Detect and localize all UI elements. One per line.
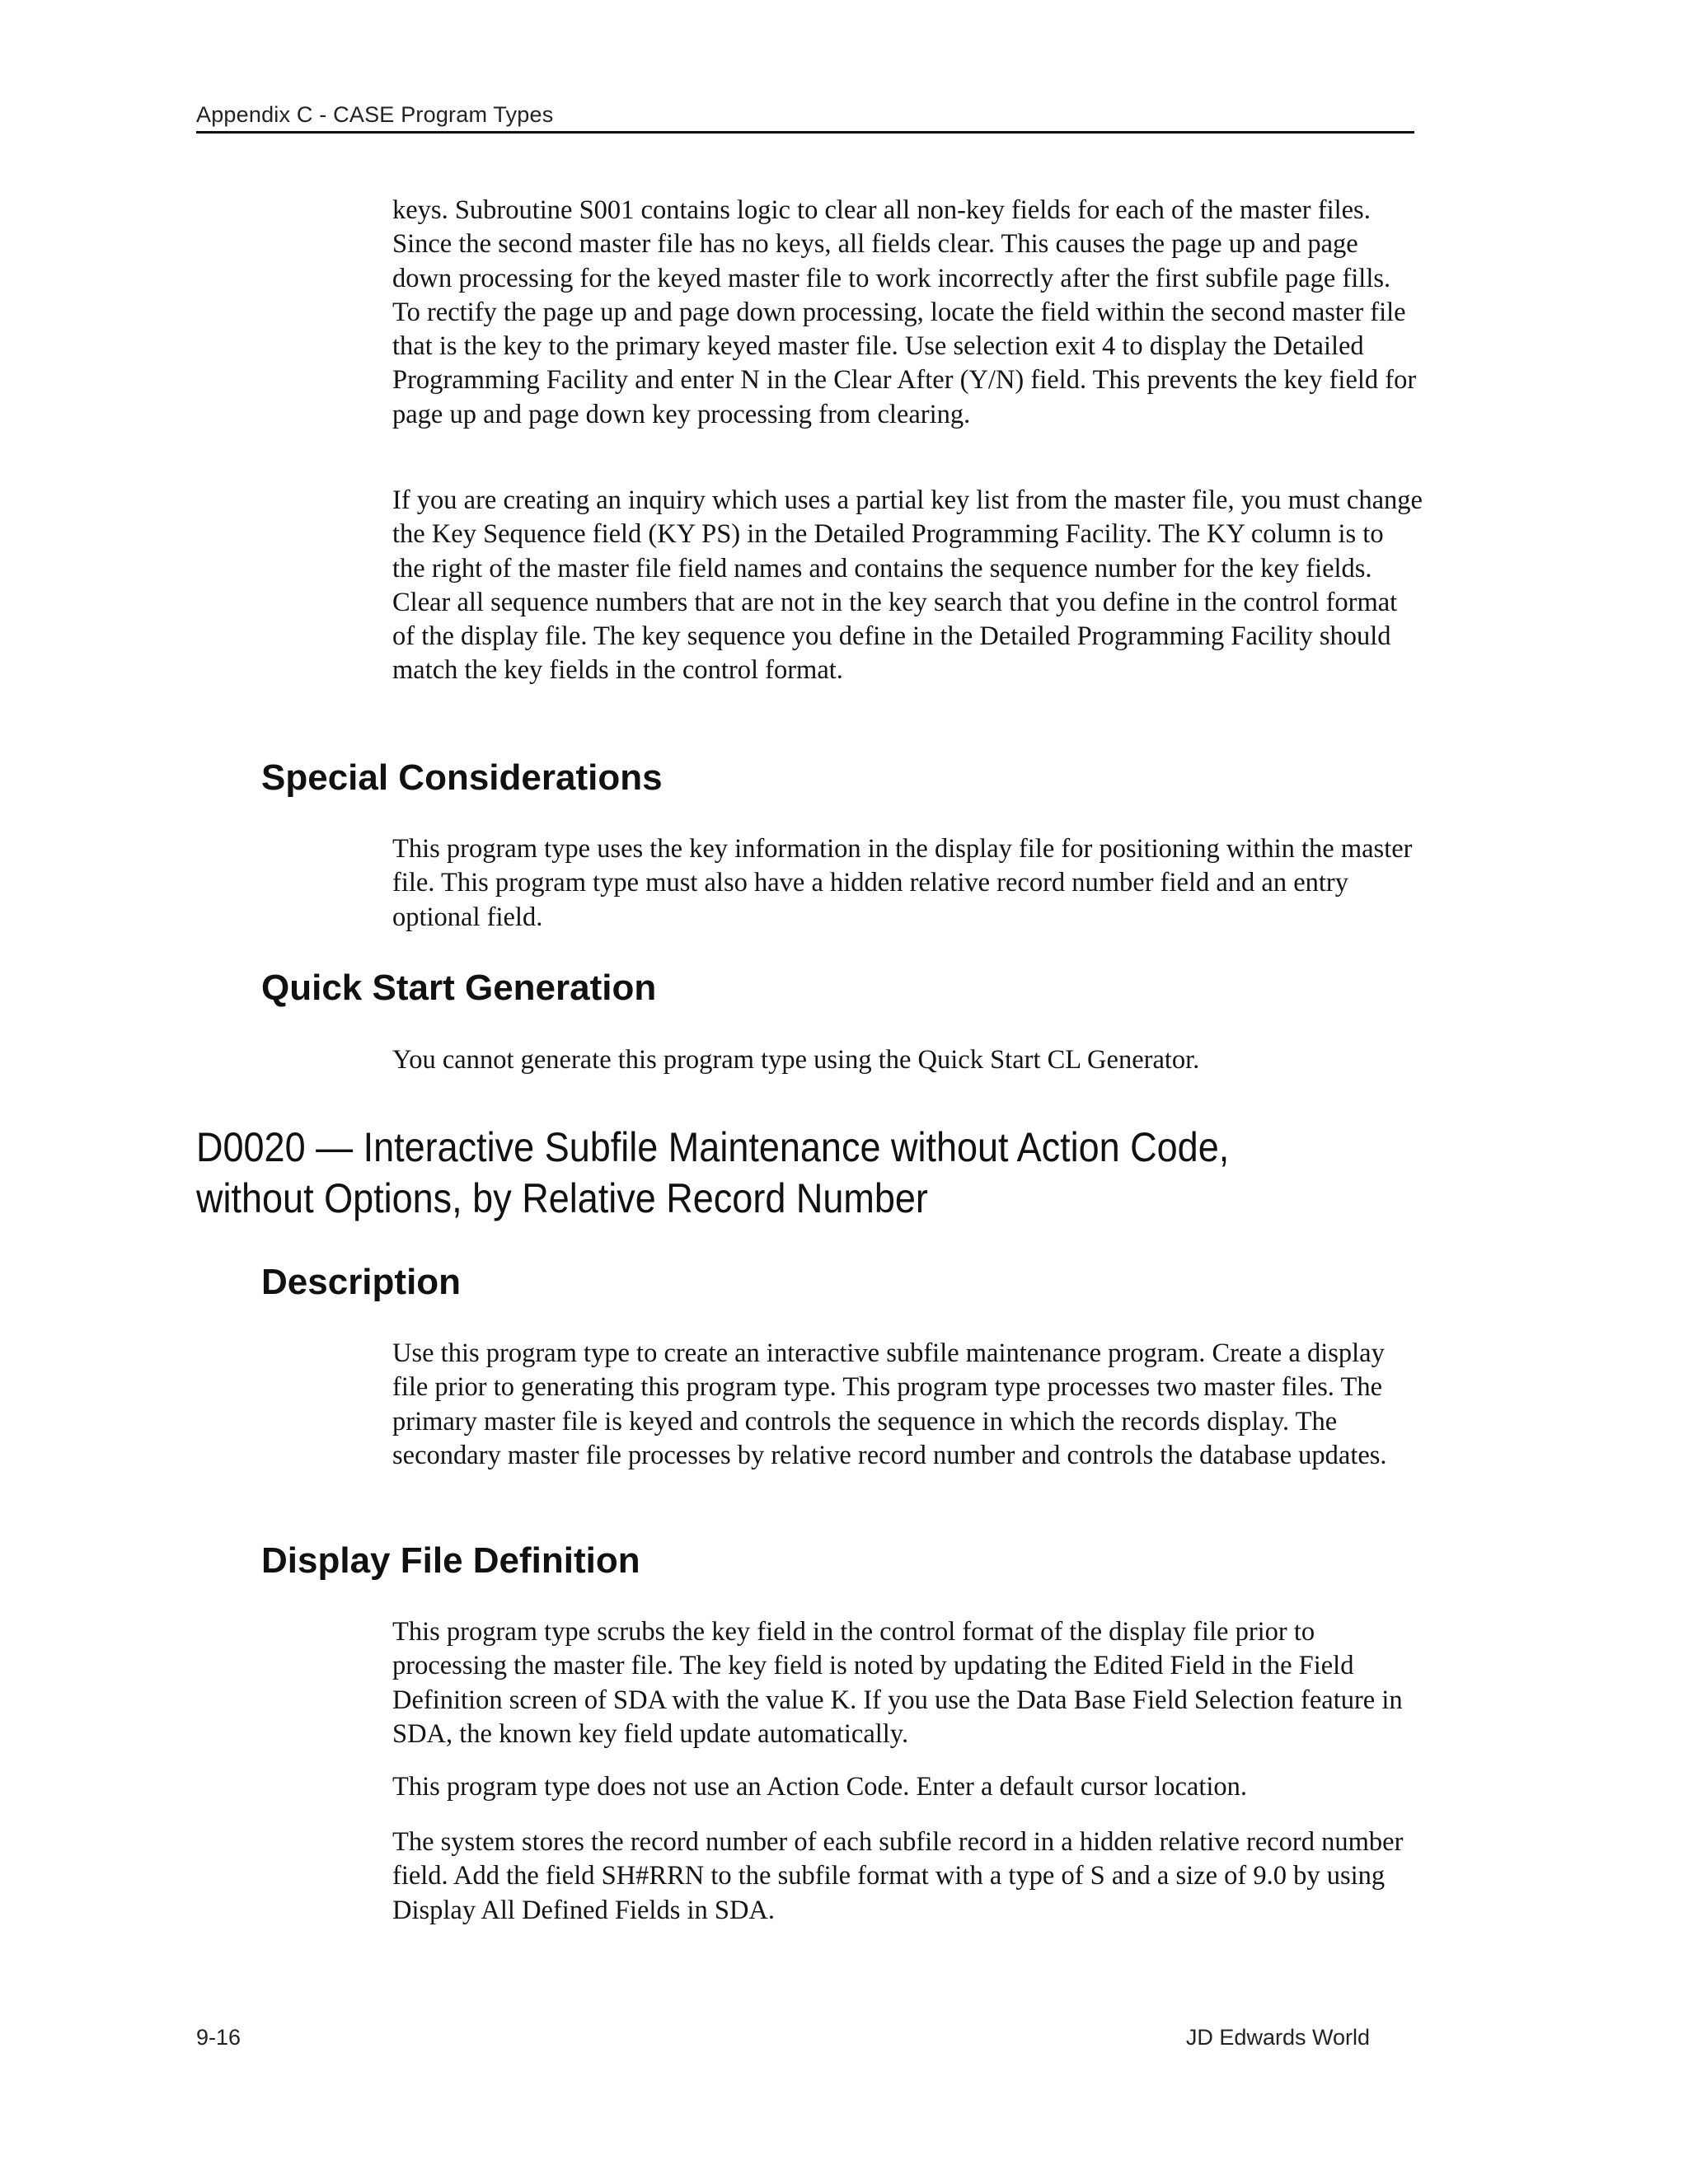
paragraph-special-considerations: This program type uses the key information in the display file for positioning within the master file. This program type must also have a hidden relative record number field and an entry optional field.	[392, 834, 1413, 932]
paragraph-key-sequence: If you are creating an inquiry which uses a partial key list from the master file, you must change the Key Sequence field (KY PS) in the Detailed Programming Facility. The KY column is to the right of the master file field names and contains the sequence number for the key fields. Clear all sequence numbers that are not in the key search that you define in the control format of the display file. The key sequence you define in the Detailed Programming Facility should match the key fields in the control format.	[392, 485, 1423, 686]
heading-quick-start-generation: Quick Start Generation	[261, 968, 657, 1008]
section-title-d0020: D0020 — Interactive Subfile Maintenance without Action Code, without Options, by Relative Record Number	[196, 1124, 1230, 1221]
footer-page-number: 9-16	[196, 2025, 241, 2050]
heading-display-file-definition: Display File Definition	[261, 1540, 640, 1581]
paragraph-hidden-rrn: The system stores the record number of each subfile record in a hidden relative record number field. Add the field SH#RRN to the subfile format with a type of S and a size of 9.0 by using Display All Defined Fields in SDA.	[392, 1827, 1404, 1925]
heading-special-considerations: Special Considerations	[261, 757, 663, 798]
paragraph-quick-start: You cannot generate this program type using the Quick Start CL Generator.	[392, 1045, 1200, 1075]
running-header: Appendix C - CASE Program Types	[196, 98, 1414, 134]
heading-description: Description	[261, 1262, 462, 1302]
paragraph-display-file-key-field: This program type scrubs the key field in the control format of the display file prior to processing the master file. The key field is noted by updating the Edited Field in the Field Definition screen of SDA with the value K. If you use the Data Base Field Selection feature in SDA, the known key field update automatically.	[392, 1617, 1403, 1749]
paragraph-action-code: This program type does not use an Action Code. Enter a default cursor location.	[392, 1772, 1248, 1802]
paragraph-clear-after: keys. Subroutine S001 contains logic to clear all non-key fields for each of the master files. Since the second master file has no keys, all fields clear. This causes the page up and page down processing for the keyed master file to work incorrectly after the first subfile page fills. To rectify the page up and page down processing, locate the field within the second master file that is the key to the primary keyed master file. Use selection exit 4 to display the Detailed Programming Facility and enter N in the Clear After (Y/N) field. This prevents the key field for page up and page down key processing from clearing.	[392, 195, 1417, 429]
paragraph-description: Use this program type to create an interactive subfile maintenance program. Create a display file prior to generating this program type. This program type processes two master files. The primary master file is keyed and controls the sequence in which the records display. The secondary master file processes by relative record number and controls the database updates.	[392, 1338, 1387, 1470]
footer-product-name: JD Edwards World	[1185, 2025, 1370, 2050]
